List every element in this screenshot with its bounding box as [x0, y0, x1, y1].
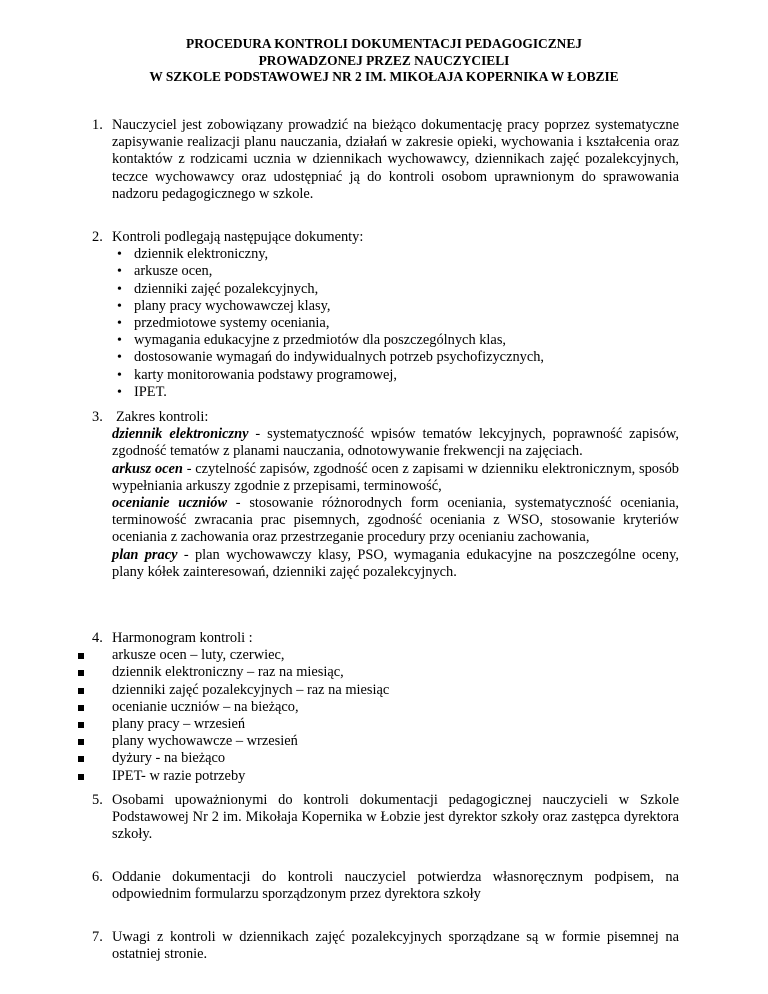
list-item: ocenianie uczniów – na bieżąco,	[94, 699, 679, 716]
section-text: Uwagi z kontroli w dziennikach zajęć pozalekcyjnych sporządzane są w formie pisemnej na ostatniej stronie.	[112, 929, 679, 963]
section-3	[92, 409, 679, 581]
scope-term: ocenianie uczniów	[112, 495, 228, 512]
section-4	[92, 630, 679, 785]
list-item: • wymagania edukacyjne z przedmiotów dla poszczególnych klas,	[134, 332, 679, 349]
list-item: • arkusze ocen,	[134, 263, 679, 280]
scope-desc: - plan wychowawczy klasy, PSO, wymagania edukacyjne na poszczególne oceny, plany kółek zainteresowań, dzienniki zajęć pozalekcyjnych.	[112, 546, 679, 580]
section-text: Harmonogram kontroli :	[112, 630, 253, 646]
section-5	[92, 792, 679, 844]
scope-term: plan pracy	[112, 546, 178, 563]
scope-entry	[112, 495, 679, 547]
list-item: arkusze ocen – luty, czerwiec,	[94, 647, 679, 664]
scope-entry	[112, 461, 679, 495]
scope-entry	[112, 426, 679, 460]
scope-desc: - stosowanie różnorodnych form oceniania, systematyczność oceniania, terminowość zwracania prac pisemnych, zgodność oceniania z WSO, stosowanie kryteriów oceniania z zachowania oraz przestrzeganie procedury przy ocenianiu zachowania,	[112, 495, 679, 546]
section-text: Nauczyciel jest zobowiązany prowadzić na bieżąco dokumentację pracy poprzez systematyczne zapisywanie realizacji planu nauczania, działań w zakresie opieki, wychowania i kształcenia oraz kontaktów z rodzicami ucznia w dziennikach wychowawcy, dziennikach zajęć pozalekcyjnych, teczce wychowawcy oraz udostępniać ją do kontroli osobom uprawnionym do sprawowania nadzoru pedagogicznego w szkole.	[112, 117, 679, 202]
scope-desc: - czytelność zapisów, zgodność ocen z zapisami w dzienniku elektronicznym, sposób wypełniania arkuszy zgodnie z przepisami, terminowość,	[112, 460, 679, 494]
section-7	[92, 929, 679, 963]
list-item: • karty monitorowania podstawy programowej,	[134, 367, 679, 384]
title-line: W SZKOLE PODSTAWOWEJ NR 2 IM. MIKOŁAJA KOPERNIKA W ŁOBZIE	[149, 69, 619, 84]
section-number: 7.	[92, 929, 103, 945]
section-text: Kontroli podlegają następujące dokumenty:	[112, 229, 364, 245]
section-text: Osobami upoważnionymi do kontroli dokumentacji pedagogicznej nauczycieli w Szkole Podstawowej Nr 2 im. Mikołaja Kopernika w Łobzie jest dyrektor szkoły oraz zastępca dyrektora szkoły.	[112, 792, 679, 843]
scope-term: arkusz ocen	[112, 460, 183, 477]
list-item: • dzienniki zajęć pozalekcyjnych,	[134, 281, 679, 298]
document-title	[60, 36, 708, 86]
list-item: dyżury - na bieżąco	[94, 750, 679, 767]
scope-entry	[112, 547, 679, 581]
list-item: • plany pracy wychowawczej klasy,	[134, 298, 679, 315]
scope-desc: - systematyczność wpisów tematów lekcyjnych, poprawność zapisów, zgodność tematów z planami nauczania, odnotowywanie frekwencji na zajęciach.	[112, 426, 679, 460]
list-item: plany wychowawcze – wrzesień	[94, 733, 679, 750]
list-item: dzienniki zajęć pozalekcyjnych – raz na miesiąc	[94, 682, 679, 699]
section-number: 1.	[92, 117, 103, 133]
list-item: • dostosowanie wymagań do indywidualnych potrzeb psychofizycznych,	[134, 349, 679, 366]
section-1	[92, 117, 679, 203]
section-number: 4.	[92, 630, 103, 646]
list-item: IPET- w razie potrzeby	[94, 768, 679, 785]
title-line: PROCEDURA KONTROLI DOKUMENTACJI PEDAGOGICZNEJ	[186, 36, 582, 51]
document-list	[134, 246, 679, 401]
scope-term: dziennik elektroniczny	[112, 426, 249, 443]
section-text: Oddanie dokumentacji do kontroli nauczyciel potwierdza własnoręcznym podpisem, na odpowiednim formularzu sporządzonym przez dyrektora szkoły	[112, 869, 679, 903]
section-6	[92, 869, 679, 903]
section-number: 6.	[92, 869, 103, 885]
list-item: dziennik elektroniczny – raz na miesiąc,	[94, 664, 679, 681]
list-item: • IPET.	[134, 384, 679, 401]
section-text: Zakres kontroli:	[116, 409, 209, 425]
section-number: 3.	[92, 409, 103, 425]
title-line: PROWADZONEJ PRZEZ NAUCZYCIELI	[258, 52, 510, 68]
section-number: 2.	[92, 229, 103, 245]
section-number: 5.	[92, 792, 103, 808]
schedule-list	[94, 647, 679, 785]
section-2	[92, 229, 679, 401]
list-item: • przedmiotowe systemy oceniania,	[134, 315, 679, 332]
list-item: • dziennik elektroniczny,	[134, 246, 679, 263]
list-item: plany pracy – wrzesień	[94, 716, 679, 733]
